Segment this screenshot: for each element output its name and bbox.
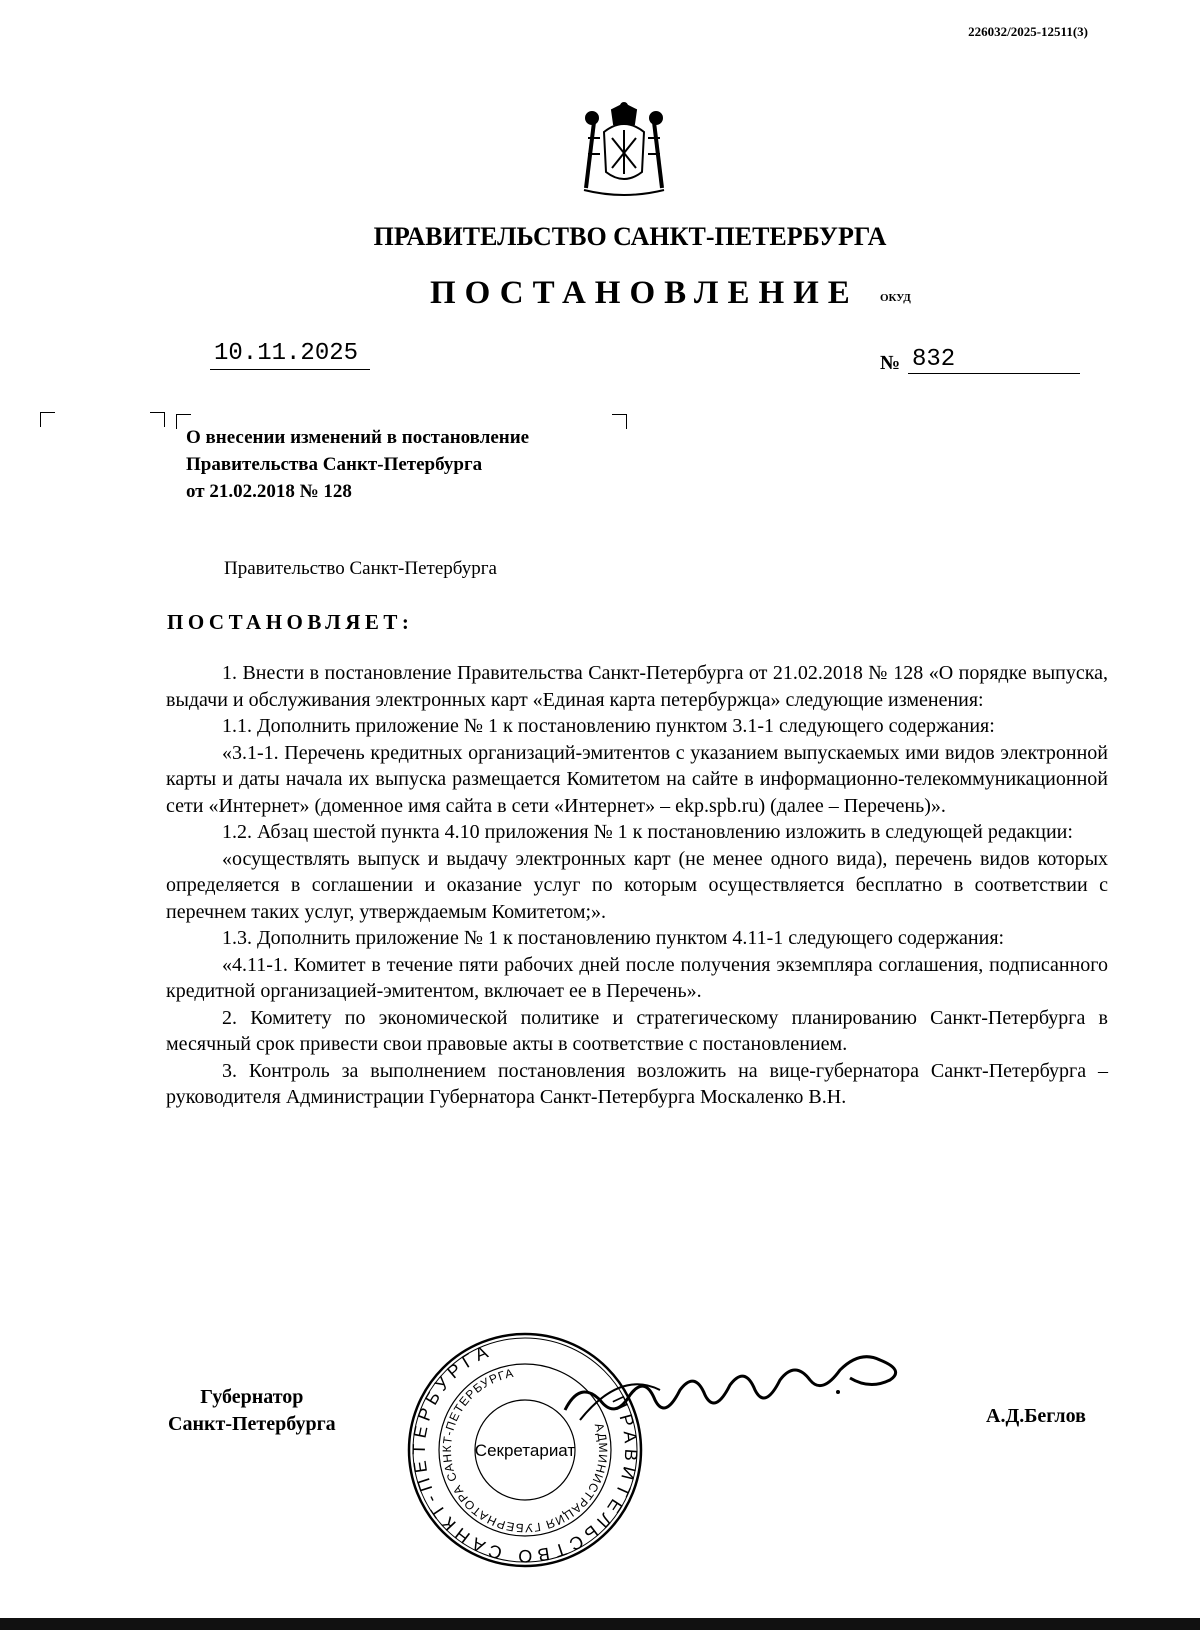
subject-line-1: О внесении изменений в постановление: [186, 427, 530, 448]
stamp-outer-text: ПРАВИТЕЛЬСТВО САНКТ-ПЕТЕРБУРГА: [408, 1339, 642, 1567]
number-sign: №: [880, 352, 901, 374]
document-number: 832: [908, 346, 1080, 374]
signer-name: А.Д.Беглов: [986, 1405, 1086, 1427]
government-name: ПРАВИТЕЛЬСТВО САНКТ-ПЕТЕРБУРГА: [373, 222, 887, 251]
paragraph-3: 3. Контроль за выполнением постановления возложить на вице-губернатора Санкт-Петербурга – руководителя Администрации Губернатора Санкт-Петербурга Москаленко В.Н.: [166, 1059, 1108, 1108]
registration-number: 226032/2025-12511(3): [968, 24, 1088, 39]
paragraph-1-1: 1.1. Дополнить приложение № 1 к постановлению пунктом 3.1-1 следующего содержания:: [222, 715, 995, 737]
paragraph-1: 1. Внести в постановление Правительства Санкт-Петербурга от 21.02.2018 № 128 «О порядке выпуска, выдачи и обслуживания электронных карт «Единая карта петербуржца» следующие изменения:: [166, 662, 1108, 711]
preamble: Правительство Санкт-Петербурга: [224, 558, 497, 579]
resolves-heading: ПОСТАНОВЛЯЕТ:: [167, 610, 414, 634]
document-type-title: ПОСТАНОВЛЕНИЕ: [430, 275, 859, 311]
document-subject: [186, 424, 529, 505]
corner-mark-mid: [150, 412, 165, 427]
subject-line-2: Правительства Санкт-Петербурга: [186, 454, 483, 475]
stamp-inner-text: АДМИНИСТРАЦИЯ ГУБЕРНАТОРА САНКТ-ПЕТЕРБУРГА: [439, 1365, 611, 1536]
okud-label: ОКУД: [880, 292, 911, 304]
stamp-center-text: Секретариат: [474, 1441, 576, 1460]
decree-body: [166, 660, 1108, 1111]
corner-mark-left: [40, 412, 55, 427]
paragraph-3-1-1-text: «3.1-1. Перечень кредитных организаций-эмитентов с указанием выпускаемых ими видов электронной карты и даты начала их выпуска размещается Комитетом на сайте в информационно-телекоммуникационной сети «Интернет» (доменное имя сайта в сети «Интернет» – ekp.spb.ru) (далее – Перечень)».: [166, 741, 1108, 817]
paragraph-4-11-1-text: «4.11-1. Комитет в течение пяти рабочих дней после получения экземпляра соглашения, подписанного кредитной организацией-эмитентом, включает ее в Перечень».: [166, 953, 1108, 1002]
signer-position-line-2: Санкт-Петербурга: [168, 1413, 336, 1435]
signer-position: [168, 1384, 336, 1438]
corner-mark-subject-right: [612, 414, 627, 429]
coat-of-arms-emblem: [574, 102, 674, 198]
subject-line-3: от 21.02.2018 № 128: [186, 481, 352, 502]
paragraph-1-3: 1.3. Дополнить приложение № 1 к постановлению пунктом 4.11-1 следующего содержания:: [222, 927, 1005, 949]
paragraph-2: 2. Комитету по экономической политике и стратегическому планированию Санкт-Петербурга в месячный срок привести свои правовые акты в соответствие с постановлением.: [166, 1006, 1108, 1055]
paragraph-1-2: 1.2. Абзац шестой пункта 4.10 приложения № 1 к постановлению изложить в следующей редакции:: [222, 821, 1073, 843]
signer-position-line-1: Губернатор: [200, 1386, 304, 1408]
document-date: 10.11.2025: [210, 340, 370, 370]
paragraph-4-10-text: «осуществлять выпуск и выдачу электронных карт (не менее одного вида), перечень видов которых определяется в соглашении и оказание услуг по которым осуществляется бесплатно в соответствии с перечнем таких услуг, утверждаемым Комитетом;».: [166, 847, 1108, 923]
scan-bottom-edge: [0, 1618, 1200, 1630]
handwritten-signature: [560, 1340, 930, 1460]
